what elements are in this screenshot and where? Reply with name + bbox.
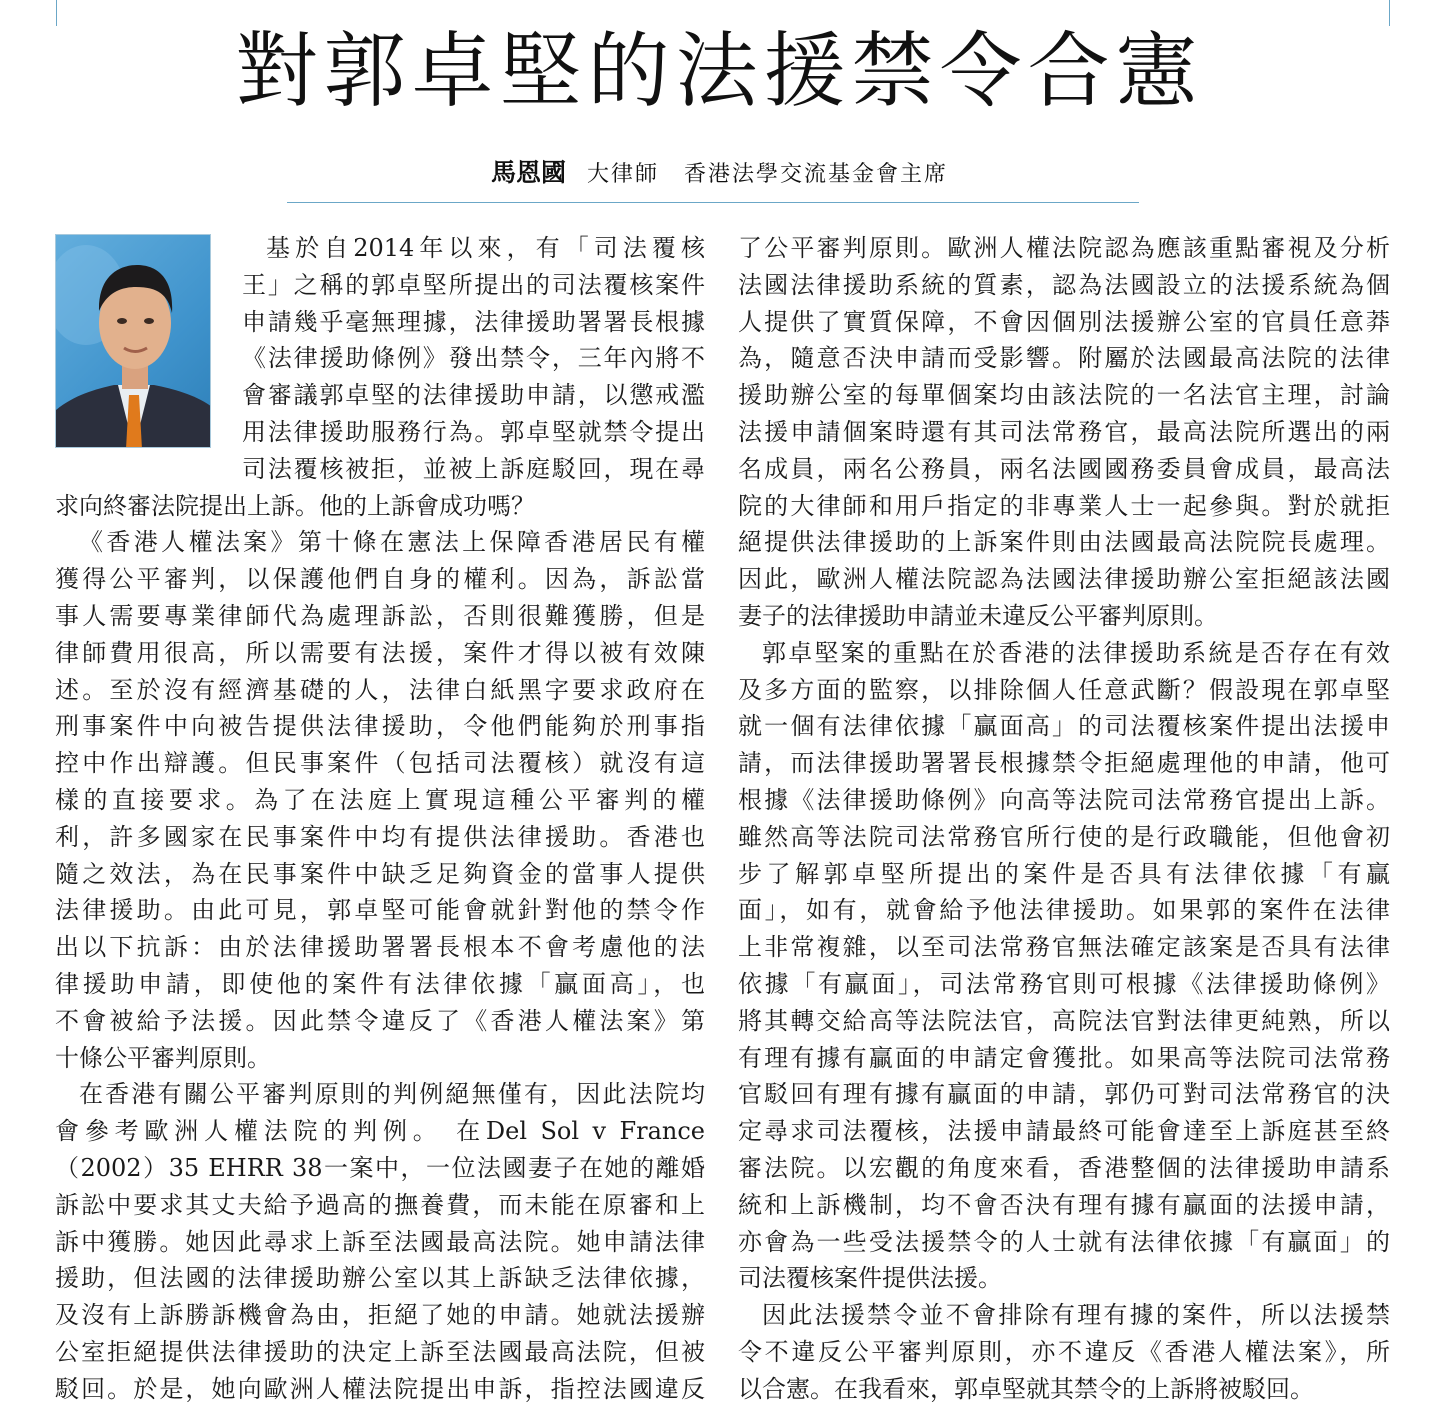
text-line: 妻子的法律援助申請並未違反公平審判原則。: [738, 601, 1218, 630]
text-line: 請，而法律援助署署長根據禁令拒絕處理他的申請，他可: [738, 749, 1390, 778]
byline: [0, 156, 1439, 192]
text-line: 以合憲。在我看來，郭卓堅就其禁令的上訴將被駁回。: [738, 1374, 1314, 1403]
text-line: 及多方面的監察，以排除個人任意武斷？假設現在郭卓堅: [738, 675, 1390, 704]
text-line: 依據「有贏面」，司法常務官則可根據《法律援助條例》: [738, 969, 1390, 998]
text-line: 根據《法律援助條例》向高等法院司法常務官提出上訴。: [738, 785, 1390, 814]
text-line: 用法律援助服務行為。郭卓堅就禁令提出: [242, 417, 705, 446]
text-line: 司法覆核被拒，並被上訴庭駁回，現在尋: [242, 454, 705, 483]
text-line: 會審議郭卓堅的法律援助申請，以懲戒濫: [242, 381, 705, 410]
text-line: 就一個有法律依據「贏面高」的司法覆核案件提出法援申: [738, 712, 1390, 741]
author-organization: 香港法學交流基金會主席: [684, 162, 949, 187]
text-line: 令不違反公平審判原則，亦不違反《香港人權法案》，所: [738, 1337, 1390, 1366]
text-line: 及沒有上訴勝訴機會為由，拒絕了她的申請。她就法援辦: [55, 1301, 705, 1330]
text-line: 名成員，兩名公務員，兩名法國國務委員會成員，最高法: [738, 454, 1390, 483]
text-line: 法援申請個案時還有其司法常務官，最高法院所選出的兩: [738, 417, 1390, 446]
text-line: 王」之稱的郭卓堅所提出的司法覆核案件: [242, 270, 705, 299]
article-headline: 對郭卓堅的法援禁令合憲: [235, 24, 1204, 119]
text-line: 利，許多國家在民事案件中均有提供法律援助。香港也: [55, 822, 705, 851]
text-line: 《香港人權法案》第十條在憲法上保障香港居民有權: [79, 528, 705, 557]
text-line: 為，隨意否決申請而受影響。附屬於法國最高法院的法律: [738, 344, 1390, 373]
text-line: 述。至於沒有經濟基礎的人，法律白紙黑字要求政府在: [55, 675, 705, 704]
text-line: 公室拒絕提供法律援助的決定上訴至法國最高法院，但被: [55, 1337, 705, 1366]
text-line: 審法院。以宏觀的角度來看，香港整個的法律援助申請系: [738, 1153, 1390, 1182]
text-line: 上非常複雜，以至司法常務官無法確定該案是否具有法律: [738, 933, 1390, 962]
left-column: [55, 230, 705, 1408]
text-line: 援助，但法國的法律援助辦公室以其上訴缺乏法律依據，: [55, 1264, 705, 1293]
text-line: 法國法律援助系統的質素，認為法國設立的法援系統為個: [738, 270, 1390, 299]
text-line: 在香港有關公平審判原則的判例絕無僅有，因此法院均: [79, 1080, 705, 1109]
text-line: 基於自2014年以來，有「司法覆核: [266, 234, 705, 262]
author-name: 馬恩國: [490, 158, 566, 187]
text-line: 司法覆核案件提供法援。: [738, 1264, 1002, 1293]
text-line: 出以下抗訴：由於法律援助署署長根本不會考慮他的法: [55, 933, 705, 962]
text-line: 院的大律師和用戶指定的非專業人士一起參與。對於就拒: [738, 491, 1390, 520]
text-line: 事人需要專業律師代為處理訴訟，否則很難獲勝，但是: [55, 601, 705, 630]
text-line: 隨之效法，為在民事案件中缺乏足夠資金的當事人提供: [55, 859, 705, 888]
text-line: 求向終審法院提出上訴。他的上訴會成功嗎？: [55, 491, 535, 520]
text-line: 樣的直接要求。為了在法庭上實現這種公平審判的權: [55, 785, 705, 814]
text-line: （2002）35 EHRR 38一案中，一位法國妻子在她的離婚: [55, 1153, 705, 1182]
text-line: 定尋求司法覆核，法援申請最終可能會達至上訴庭甚至終: [738, 1117, 1390, 1146]
text-line: 因此，歐洲人權法院認為法國法律援助辦公室拒絕該法國: [738, 565, 1390, 594]
text-line: 官駁回有理有據有贏面的申請，郭仍可對司法常務官的決: [738, 1080, 1390, 1109]
text-line: 雖然高等法院司法常務官所行使的是行政職能，但他會初: [738, 822, 1390, 851]
text-line: 援助辦公室的每單個案均由該法院的一名法官主理，討論: [738, 381, 1390, 410]
text-line: 不會被給予法援。因此禁令違反了《香港人權法案》第: [55, 1006, 705, 1035]
text-line: 《法律援助條例》發出禁令，三年內將不: [242, 344, 705, 373]
right-column: [738, 230, 1390, 1408]
text-line: 因此法援禁令並不會排除有理有據的案件，所以法援禁: [762, 1301, 1390, 1330]
text-line: 面」，如有，就會給予他法律援助。如果郭的案件在法律: [738, 896, 1390, 925]
text-line: 申請幾乎毫無理據，法律援助署署長根據: [242, 307, 705, 336]
text-line: 駁回。於是，她向歐洲人權法院提出申訴，指控法國違反: [55, 1374, 705, 1403]
text-line: 了公平審判原則。歐洲人權法院認為應該重點審視及分析: [738, 234, 1390, 262]
text-line: 將其轉交給高等法院法官，高院法官對法律更純熟，所以: [738, 1006, 1390, 1035]
text-line: 會參考歐洲人權法院的判例。 在Del Sol v France: [55, 1117, 705, 1146]
text-line: 律師費用很高，所以需要有法援，案件才得以被有效陳: [55, 638, 705, 667]
text-line: 郭卓堅案的重點在於香港的法律援助系統是否存在有效: [762, 638, 1390, 667]
author-role: 大律師: [586, 162, 659, 187]
text-line: 訴中獲勝。她因此尋求上訴至法國最高法院。她申請法律: [55, 1227, 705, 1256]
text-line: 律援助申請，即使他的案件有法律依據「贏面高」，也: [55, 969, 705, 998]
text-line: 法律援助。由此可見，郭卓堅可能會就針對他的禁令作: [55, 896, 705, 925]
text-line: 有理有據有贏面的申請定會獲批。如果高等法院司法常務: [738, 1043, 1390, 1072]
text-line: 步了解郭卓堅所提出的案件是否具有法律依據「有贏: [738, 859, 1390, 888]
byline-rule: [287, 202, 1139, 203]
text-line: 絕提供法律援助的上訴案件則由法國最高法院院長處理。: [738, 528, 1390, 557]
text-line: 統和上訴機制，均不會否決有理有據有贏面的法援申請，: [738, 1190, 1390, 1219]
text-line: 人提供了實質保障，不會因個別法援辦公室的官員任意莽: [738, 307, 1390, 336]
text-line: 獲得公平審判，以保護他們自身的權利。因為，訴訟當: [55, 565, 705, 594]
text-line: 亦會為一些受法援禁令的人士就有法律依據「有贏面」的: [738, 1227, 1390, 1256]
text-line: 訴訟中要求其丈夫給予過高的撫養費，而未能在原審和上: [55, 1190, 705, 1219]
text-line: 刑事案件中向被告提供法律援助，令他們能夠於刑事指: [55, 712, 705, 741]
text-line: 控中作出辯護。但民事案件（包括司法覆核）就沒有這: [55, 749, 705, 778]
text-line: 十條公平審判原則。: [55, 1043, 271, 1072]
